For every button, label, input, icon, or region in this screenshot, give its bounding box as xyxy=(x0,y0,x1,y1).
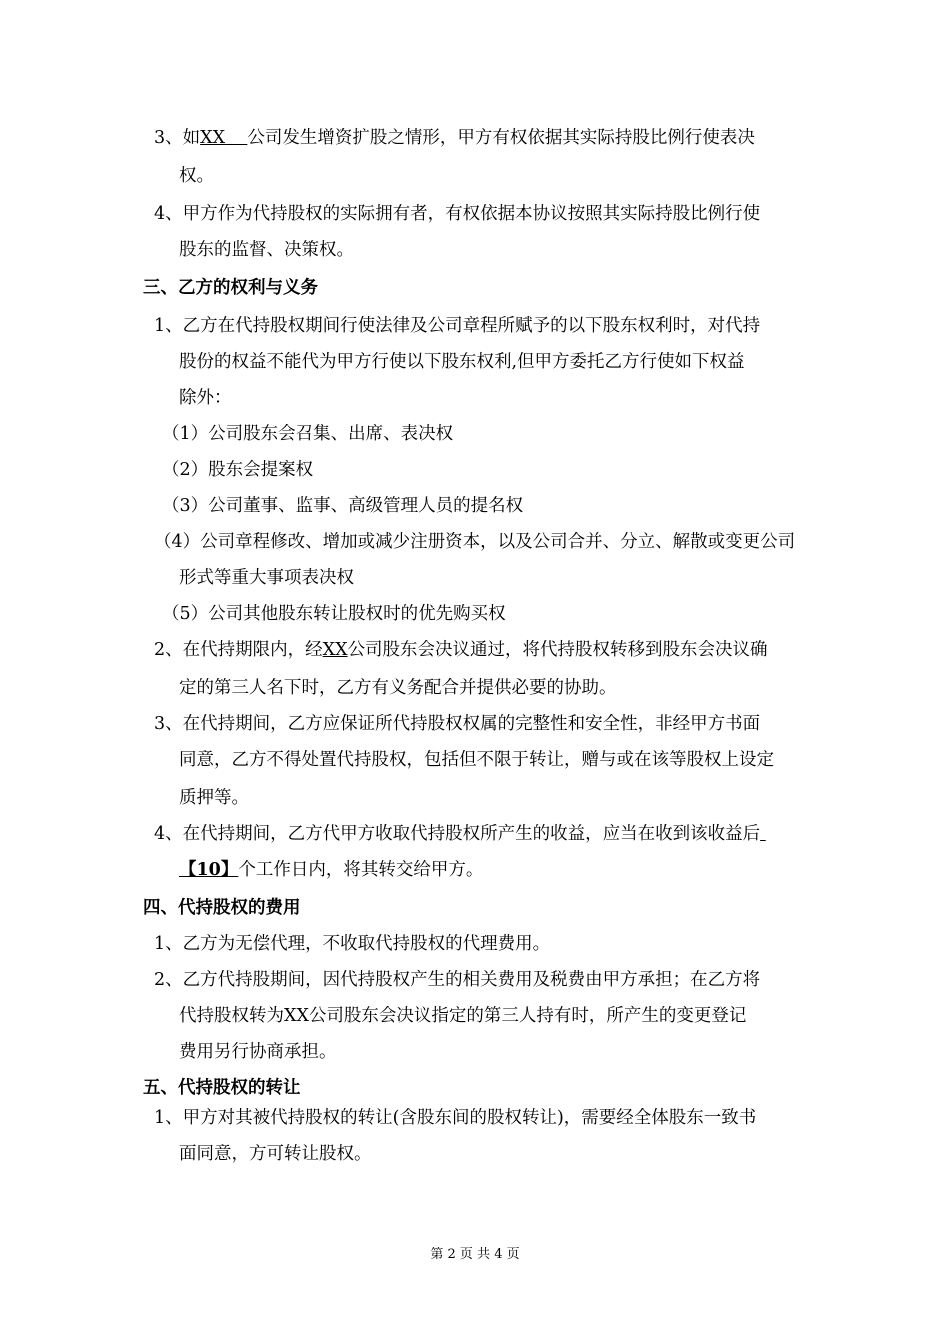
clause-3-1-line-2: 股份的权益不能代为甲方行使以下股东权利,但甲方委托乙方行使如下权益 xyxy=(179,352,745,372)
section-5-heading: 五、代持股权的转让 xyxy=(143,1078,301,1098)
clause-text: 公司股东会决议通过，将代持股权转移到股东会决议确 xyxy=(347,640,768,660)
section-4-heading: 四、代持股权的费用 xyxy=(143,898,301,918)
sub-item-2: （2）股东会提案权 xyxy=(162,460,314,480)
clause-2-4-line-1: 4、甲方作为代持股权的实际拥有者，有权依据本协议按照其实际持股比例行使 xyxy=(154,204,761,224)
days-value: 【10】 xyxy=(179,860,239,880)
clause-5-1-line-2: 面同意，方可转让股权。 xyxy=(179,1144,372,1164)
clause-3-3-line-2: 同意，乙方不得处置代持股权，包括但不限于转让，赠与或在该等股权上设定 xyxy=(179,750,774,770)
blank-underline xyxy=(760,824,766,844)
clause-3-3-line-1: 3、在代持期间，乙方应保证所代持股权权属的完整性和安全性，非经甲方书面 xyxy=(154,714,761,734)
sub-item-4-line-1: （4）公司章程修改、增加或减少注册资本，以及公司合并、分立、解散或变更公司 xyxy=(154,532,796,552)
clause-3-1-line-3: 除外： xyxy=(179,388,232,408)
company-placeholder: XX xyxy=(322,640,348,660)
clause-3-3-line-3: 质押等。 xyxy=(179,788,249,808)
clause-2-4-line-2: 股东的监督、决策权。 xyxy=(179,240,354,260)
sub-item-4-line-2: 形式等重大事项表决权 xyxy=(179,568,354,588)
clause-3-4-line-2 xyxy=(179,858,483,882)
clause-2-3-line-1 xyxy=(154,126,755,150)
clause-text: 公司发生增资扩股之情形，甲方有权依据其实际持股比例行使表决 xyxy=(247,128,755,148)
sub-item-1: （1）公司股东会召集、出席、表决权 xyxy=(162,424,454,444)
section-3-heading: 三、乙方的权利与义务 xyxy=(143,278,318,298)
page-number-footer: 第 2 页 共 4 页 xyxy=(430,1247,520,1262)
clause-text: 2、在代持期限内，经 xyxy=(154,640,323,660)
clause-2-3-line-2: 权。 xyxy=(179,166,214,186)
clause-text: 个工作日内，将其转交给甲方。 xyxy=(238,860,484,880)
clause-3-2-line-2: 定的第三人名下时，乙方有义务配合并提供必要的协助。 xyxy=(179,678,617,698)
clause-4-1: 1、乙方为无偿代理，不收取代持股权的代理费用。 xyxy=(154,934,551,954)
sub-item-3: （3）公司董事、监事、高级管理人员的提名权 xyxy=(162,496,524,516)
clause-text: 4、在代持期间，乙方代甲方收取代持股权所产生的收益，应当在收到该收益后 xyxy=(154,824,761,844)
clause-4-2-line-2: 代持股权转为XX公司股东会决议指定的第三人持有时，所产生的变更登记 xyxy=(179,1006,747,1026)
clause-4-2-line-1: 2、乙方代持股期间，因代持股权产生的相关费用及税费由甲方承担；在乙方将 xyxy=(154,970,761,990)
clause-4-2-line-3: 费用另行协商承担。 xyxy=(179,1042,337,1062)
clause-3-2-line-1 xyxy=(154,638,768,662)
clause-3-1-line-1: 1、乙方在代持股权期间行使法律及公司章程所赋予的以下股东权利时，对代持 xyxy=(154,316,761,336)
clause-5-1-line-1: 1、甲方对其被代持股权的转让(含股东间的股权转让)，需要经全体股东一致书 xyxy=(154,1108,757,1128)
clause-text: 3、如 xyxy=(154,128,201,148)
company-placeholder: XX xyxy=(200,128,226,148)
clause-3-4-line-1 xyxy=(154,822,766,846)
sub-item-5: （5）公司其他股东转让股权时的优先购买权 xyxy=(162,604,506,624)
